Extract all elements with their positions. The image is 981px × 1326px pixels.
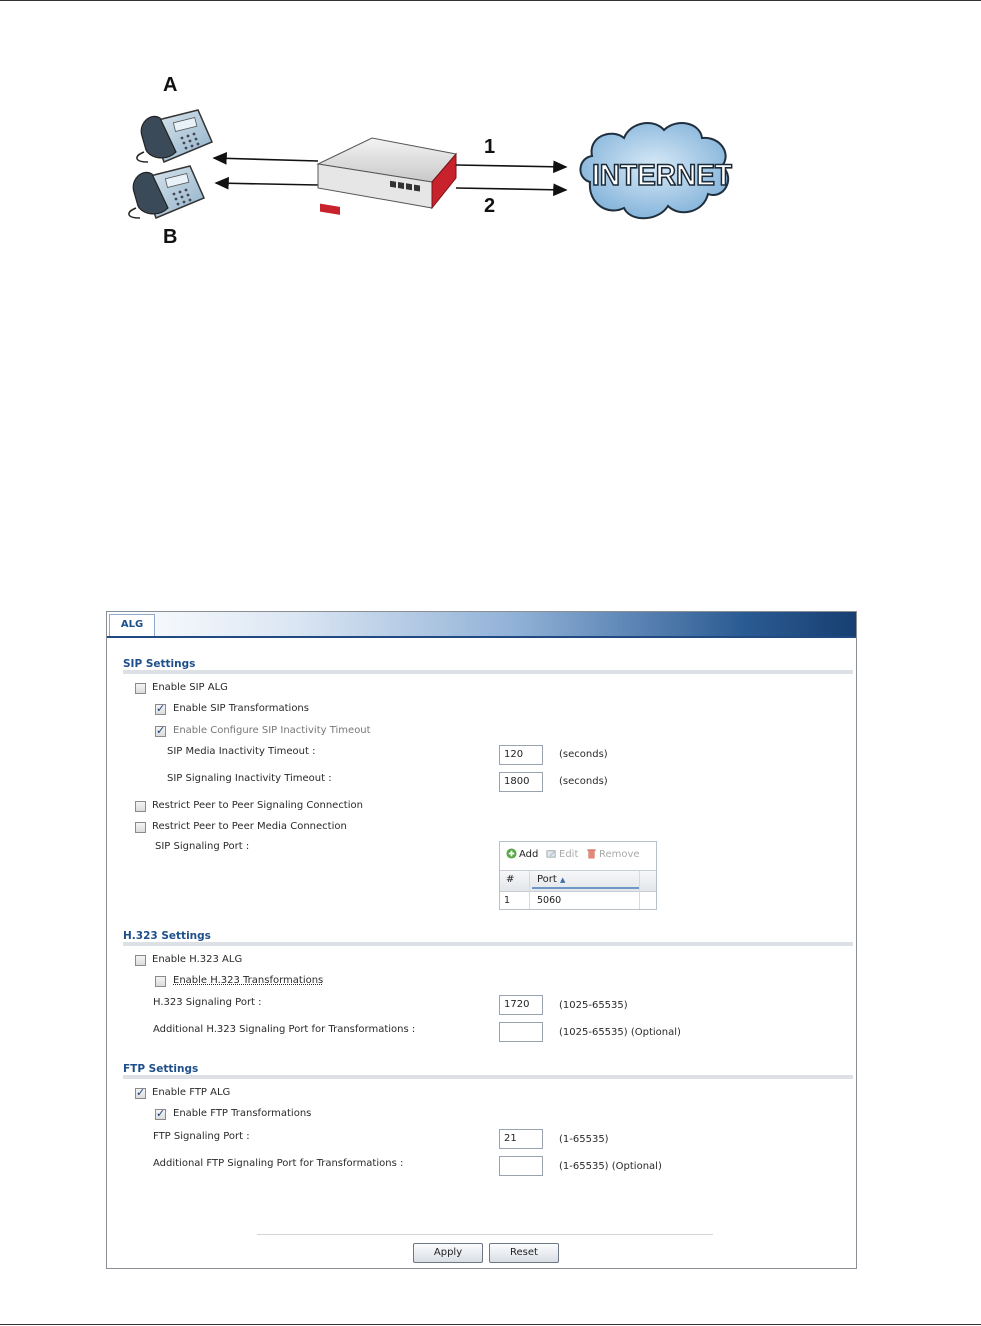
arrow-to-phone-b [216, 183, 318, 185]
port-add-label: Add [519, 849, 539, 860]
tab-alg[interactable]: ALG [109, 614, 155, 636]
ftp-signaling-port-label: FTP Signaling Port : [153, 1131, 250, 1142]
port-edit-button[interactable] [546, 848, 578, 860]
alg-network-diagram [120, 70, 740, 260]
sip-media-timeout-unit: (seconds) [559, 749, 608, 760]
col-port-header[interactable] [537, 874, 565, 885]
port-remove-label: Remove [599, 849, 640, 860]
plus-circle-icon [506, 848, 517, 859]
page-bottom-rule [0, 1324, 981, 1325]
sip-enable-transformations-checkbox[interactable] [155, 704, 166, 715]
label-phone-a: A [163, 74, 178, 96]
h323-additional-port-hint: (1025-65535) (Optional) [559, 1027, 681, 1038]
trash-icon [586, 848, 597, 859]
sip-enable-alg-label: Enable SIP ALG [152, 682, 228, 693]
sip-settings-title: SIP Settings [123, 658, 196, 670]
alg-settings-panel [106, 611, 857, 1269]
label-step-2: 2 [484, 195, 496, 217]
ftp-additional-port-hint: (1-65535) (Optional) [559, 1161, 662, 1172]
ftp-enable-transformations-label: Enable FTP Transformations [173, 1108, 312, 1119]
port-remove-button[interactable] [586, 848, 640, 860]
port-row-num: 1 [504, 895, 511, 906]
h323-additional-port-input[interactable] [499, 1022, 543, 1042]
col-port-header-label: Port [537, 874, 557, 885]
port-edit-label: Edit [559, 849, 579, 860]
ftp-section-divider [123, 1075, 853, 1079]
h323-settings-title: H.323 Settings [123, 930, 211, 942]
phone-a-icon [137, 110, 212, 162]
footer-divider [257, 1234, 713, 1235]
ftp-signaling-port-hint: (1-65535) [559, 1134, 609, 1145]
ftp-additional-port-label: Additional FTP Signaling Port for Transformations : [153, 1158, 404, 1169]
ftp-enable-alg-label: Enable FTP ALG [152, 1087, 231, 1098]
ftp-enable-transformations-checkbox[interactable] [155, 1109, 166, 1120]
cloud-text: INTERNET [592, 159, 732, 192]
sip-enable-transformations-label: Enable SIP Transformations [173, 703, 309, 714]
sip-enable-alg-checkbox[interactable] [135, 683, 146, 694]
col-divider [529, 871, 530, 909]
ftp-additional-port-input[interactable] [499, 1156, 543, 1176]
sip-section-divider [123, 670, 853, 674]
sip-signaling-port-label: SIP Signaling Port : [155, 841, 250, 852]
port-row-value[interactable]: 5060 [537, 895, 562, 906]
h323-enable-transformations-label: Enable H.323 Transformations [173, 975, 324, 986]
page-top-rule [0, 0, 981, 1]
tab-bar [107, 612, 856, 638]
sip-enable-timeout-label: Enable Configure SIP Inactivity Timeout [173, 725, 371, 736]
sip-restrict-signaling-checkbox[interactable] [135, 801, 146, 812]
arrow-to-phone-a [214, 158, 318, 161]
h323-signaling-port-input[interactable]: 1720 [499, 995, 543, 1015]
h323-additional-port-label: Additional H.323 Signaling Port for Transformations : [153, 1024, 416, 1035]
arrow-1-to-internet [456, 165, 566, 167]
port-table-header [500, 870, 656, 892]
reset-button[interactable]: Reset [489, 1243, 559, 1263]
ftp-settings-title: FTP Settings [123, 1063, 199, 1075]
router-device-icon [318, 138, 456, 215]
diagram-graphic [120, 70, 740, 260]
sip-media-timeout-label: SIP Media Inactivity Timeout : [167, 746, 316, 757]
h323-signaling-port-label: H.323 Signaling Port : [153, 997, 262, 1008]
h323-enable-alg-label: Enable H.323 ALG [152, 954, 243, 965]
label-phone-b: B [163, 226, 178, 248]
label-step-1: 1 [484, 136, 496, 158]
internet-cloud-icon [580, 123, 732, 218]
sip-signaling-timeout-input[interactable]: 1800 [499, 772, 543, 792]
port-add-button[interactable] [506, 848, 538, 860]
col-divider-right [639, 871, 640, 909]
port-sort-indicator [532, 887, 640, 889]
sip-media-timeout-input[interactable]: 120 [499, 745, 543, 765]
sip-signaling-timeout-label: SIP Signaling Inactivity Timeout : [167, 773, 332, 784]
h323-signaling-port-hint: (1025-65535) [559, 1000, 628, 1011]
arrow-2-to-internet [456, 188, 566, 190]
sip-restrict-signaling-label: Restrict Peer to Peer Signaling Connection [152, 800, 363, 811]
ftp-signaling-port-input[interactable]: 21 [499, 1129, 543, 1149]
ftp-enable-alg-checkbox[interactable] [135, 1088, 146, 1099]
sip-port-table [499, 841, 657, 910]
h323-enable-alg-checkbox[interactable] [135, 955, 146, 966]
sip-restrict-media-label: Restrict Peer to Peer Media Connection [152, 821, 347, 832]
sip-enable-timeout-checkbox[interactable] [155, 726, 166, 737]
col-num-header: # [506, 874, 515, 885]
edit-icon [546, 848, 557, 859]
sip-restrict-media-checkbox[interactable] [135, 822, 146, 833]
h323-section-divider [123, 942, 853, 946]
h323-enable-transformations-checkbox[interactable] [155, 976, 166, 987]
apply-button[interactable]: Apply [413, 1243, 483, 1263]
sip-signaling-timeout-unit: (seconds) [559, 776, 608, 787]
phone-b-icon [129, 166, 204, 218]
sort-ascending-icon: ▲ [560, 876, 566, 884]
